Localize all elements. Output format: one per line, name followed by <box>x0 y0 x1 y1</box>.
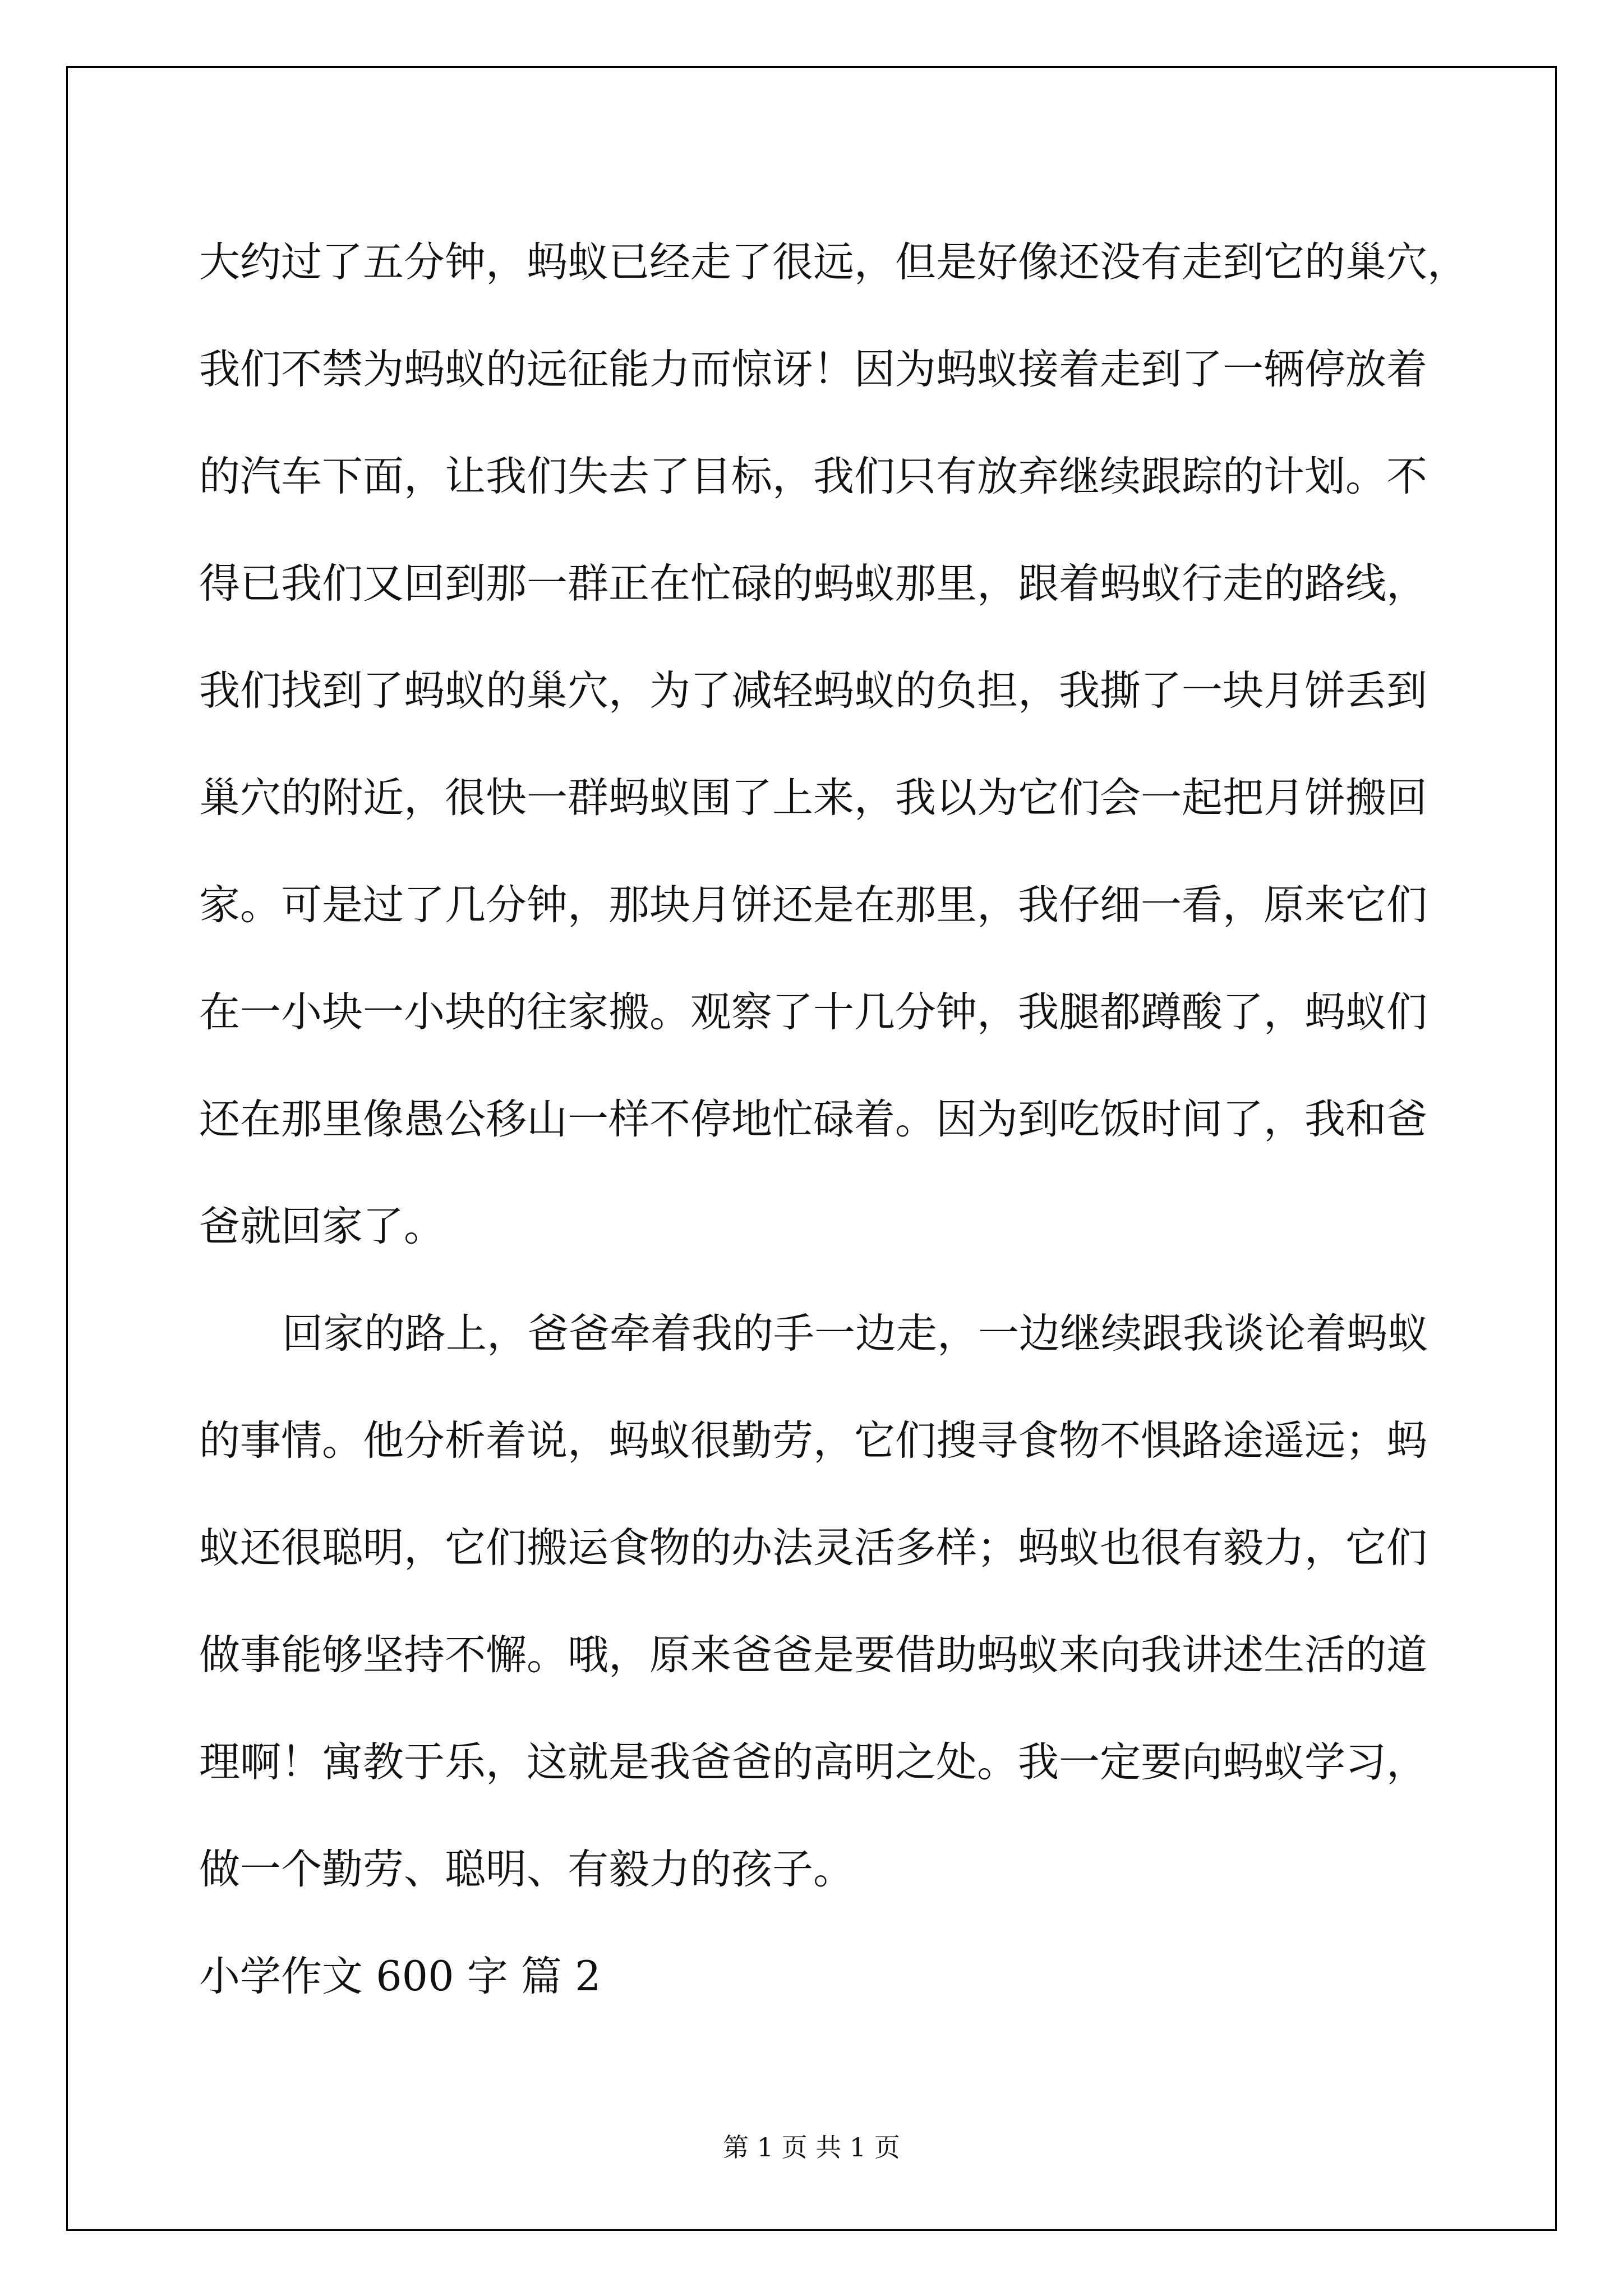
text-line: 爸就回家了。 <box>199 1203 445 1250</box>
text-line: 大约过了五分钟，蚂蚁已经走了很远，但是好像还没有走到它的巢穴， <box>199 238 1468 286</box>
text-line: 的汽车下面，让我们失去了目标，我们只有放弃继续跟踪的计划。不 <box>199 453 1427 500</box>
section-heading: 小学作文 600 字 篇 2 <box>199 1953 601 2000</box>
text-line: 得已我们又回到那一群正在忙碌的蚂蚁那里，跟着蚂蚁行走的路线， <box>199 560 1427 608</box>
text-line: 巢穴的附近，很快一群蚂蚁围了上来，我以为它们会一起把月饼搬回 <box>199 774 1427 822</box>
text-line: 在一小块一小块的往家搬。观察了十几分钟，我腿都蹲酸了，蚂蚁们 <box>199 988 1427 1036</box>
text-line: 家。可是过了几分钟，那块月饼还是在那里，我仔细一看，原来它们 <box>199 881 1427 929</box>
document-body <box>199 209 1468 2030</box>
text-line: 理啊！寓教于乐，这就是我爸爸的高明之处。我一定要向蚂蚁学习， <box>199 1738 1427 1786</box>
paragraph-2 <box>199 1280 1444 1923</box>
text-line: 做一个勤劳、聪明、有毅力的孩子。 <box>199 1846 854 1893</box>
text-line: 还在那里像愚公移山一样不停地忙碌着。因为到吃饭时间了，我和爸 <box>199 1096 1427 1143</box>
text-line: 蚁还很聪明，它们搬运食物的办法灵活多样；蚂蚁也很有毅力，它们 <box>199 1524 1427 1572</box>
paragraph-1 <box>199 209 1468 1280</box>
text-line: 我们不禁为蚂蚁的远征能力而惊讶！因为蚂蚁接着走到了一辆停放着 <box>199 346 1427 393</box>
text-line: 的事情。他分析着说，蚂蚁很勤劳，它们搜寻食物不惧路途遥远；蚂 <box>199 1417 1427 1465</box>
text-line: 做事能够坚持不懈。哦，原来爸爸是要借助蚂蚁来向我讲述生活的道 <box>199 1631 1427 1679</box>
text-line: 我们找到了蚂蚁的巢穴，为了减轻蚂蚁的负担，我撕了一块月饼丢到 <box>199 667 1427 715</box>
page-number-footer: 第 1 页 共 1 页 <box>723 2132 900 2162</box>
text-line: 回家的路上，爸爸牵着我的手一边走，一边继续跟我谈论着蚂蚁 <box>282 1310 1428 1358</box>
